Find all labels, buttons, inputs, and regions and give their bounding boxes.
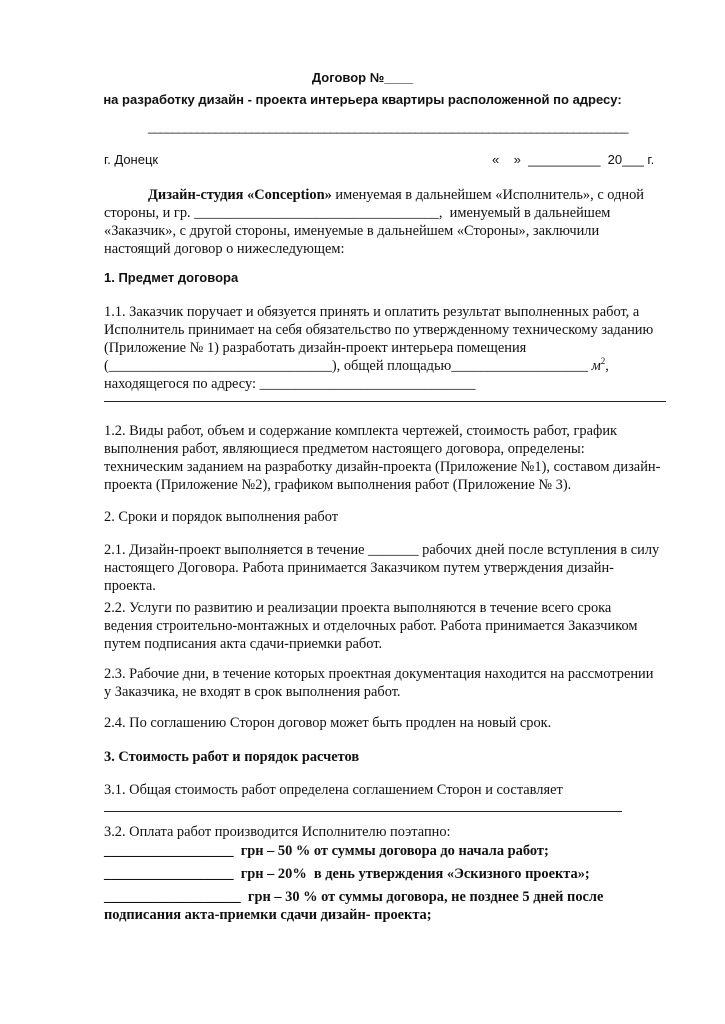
clause-2-2-line: 2.2. Услуги по развитию и реализации проекта выполняются в течение всего срока (104, 600, 612, 616)
clause-1-2-line: техническим заданием на разработку дизайн-проекта (Приложение №1), составом дизайн- (104, 459, 661, 475)
contract-subtitle: на разработку дизайн - проекта интерьера квартиры расположенной по адресу: (103, 92, 622, 107)
clause-3-1: 3.1. Общая стоимость работ определена соглашением Сторон и составляет (104, 782, 563, 798)
address-blank-line: _______________________________________________________________________________ (148, 120, 628, 134)
clause-1-1-line-address: находящегося по адресу: ______________________________ (104, 376, 476, 392)
studio-name: Дизайн-студия «Conception» (148, 187, 332, 203)
payment-stage-1: __________________ грн – 50 % от суммы договора до начала работ; (104, 843, 549, 859)
clause-1-2-line: 1.2. Виды работ, объем и содержание комплекта чертежей, стоимость работ, график (104, 423, 618, 439)
clause-2-2-line: путем подписания акта сдачи-приемки работ. (104, 636, 383, 652)
clause-2-3-line: у Заказчика, не входят в срок выполнения работ. (104, 684, 401, 700)
clause-2-1-line: проекта. (104, 578, 156, 594)
clause-2-2-line: ведения строительно-монтажных и отделочных работ. Работа принимается Заказчиком (104, 618, 638, 634)
area-unit: м (591, 358, 601, 374)
clause-2-4: 2.4. По соглашению Сторон договор может быть продлен на новый срок. (104, 715, 552, 731)
area-unit-power: 2 (600, 356, 606, 367)
payment-stage-2: __________________ грн – 20% в день утверждения «Эскизного проекта»; (104, 866, 590, 882)
clause-1-1-line: (Приложение № 1) разработать дизайн-проект интерьера помещения (104, 340, 527, 356)
section-3-heading: 3. Стоимость работ и порядок расчетов (104, 749, 360, 765)
preamble-line-3: «Заказчик», с другой стороны, именуемые в дальнейшем «Стороны», заключили (104, 223, 600, 239)
contract-date: « » __________ 20___ г. (492, 152, 655, 167)
section-2-heading: 2. Сроки и порядок выполнения работ (104, 509, 339, 525)
clause-1-1-line-area (104, 357, 609, 375)
room-and-area-blanks: (_______________________________), общей площадью___________________ (104, 358, 592, 374)
clause-1-1-line: 1.1. Заказчик поручает и обязуется принять и оплатить результат выполненных работ, а (104, 304, 640, 320)
area-unit-comma: , (605, 358, 609, 374)
city: г. Донецк (104, 152, 159, 167)
payment-stage-3-cont: подписания акта-приемки сдачи дизайн- проекта; (104, 907, 432, 923)
preamble-line-2: стороны, и гр. __________________________________, именуемый в дальнейшем (104, 205, 611, 221)
total-cost-rule (104, 811, 622, 812)
contract-title: Договор №____ (311, 70, 414, 85)
preamble-line-1-rest: именуемая в дальнейшем «Исполнитель», с одной (331, 187, 645, 203)
clause-3-2: 3.2. Оплата работ производится Исполнителю поэтапно: (104, 824, 451, 840)
section-1-heading: 1. Предмет договора (104, 270, 239, 285)
preamble-line-4: настоящий договор о нижеследующем: (104, 241, 345, 257)
payment-stage-3: ___________________ грн – 30 % от суммы договора, не позднее 5 дней после (104, 889, 604, 905)
preamble-line-1 (148, 186, 644, 204)
clause-1-2-line: выполнения работ, являющиеся предметом настоящего договора, определены: (104, 441, 585, 457)
clause-1-2-line: проекта (Приложение №2), графиком выполнения работ (Приложение № 3). (104, 477, 572, 493)
clause-2-1-line: настоящего Договора. Работа принимается Заказчиком путем утверждения дизайн- (104, 560, 614, 576)
address-continuation-rule (104, 401, 666, 402)
clause-1-1-line: Исполнитель принимает на себя обязательство по утвержденному техническому заданию (104, 322, 654, 338)
clause-2-3-line: 2.3. Рабочие дни, в течение которых проектная документация находится на рассмотрении (104, 666, 654, 682)
clause-2-1-line: 2.1. Дизайн-проект выполняется в течение _______ рабочих дней после вступления в силу (104, 542, 660, 558)
